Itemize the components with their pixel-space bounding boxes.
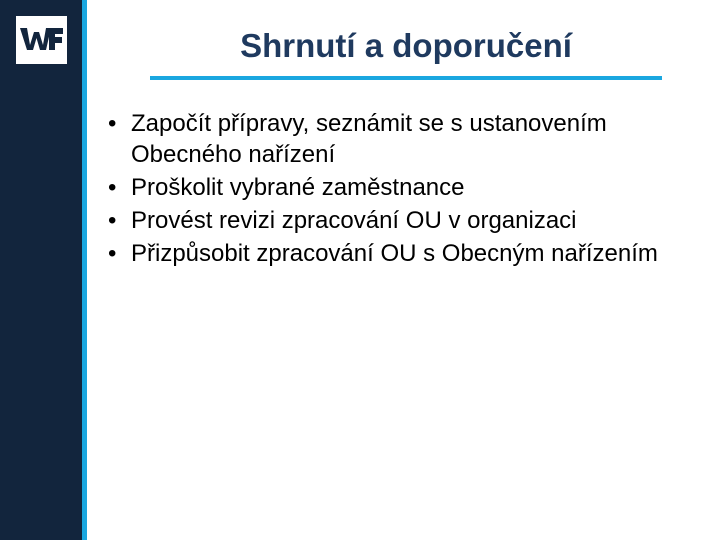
bullet-marker: • (108, 110, 117, 137)
bullet-list (105, 108, 705, 271)
bullet-marker: • (108, 174, 117, 201)
sidebar-accent-stripe (82, 0, 87, 540)
bullet-text: Proškolit vybrané zaměstnance (131, 174, 465, 201)
wf-logo (16, 16, 67, 64)
bullet-text: Započít přípravy, seznámit se s ustanovením Obecného nařízení (131, 110, 607, 168)
bullet-item (105, 172, 705, 203)
bullet-marker: • (108, 207, 117, 234)
bullet-item (105, 238, 705, 269)
bullet-text: Přizpůsobit zpracování OU s Obecným nařízením (131, 240, 658, 267)
bullet-item (105, 205, 705, 236)
bullet-item (105, 108, 705, 170)
bullet-text: Provést revizi zpracování OU v organizaci (131, 207, 577, 234)
bullet-marker: • (108, 240, 117, 267)
title-underline (150, 76, 662, 80)
slide-title: Shrnutí a doporučení (240, 27, 572, 64)
sidebar-band (0, 0, 82, 540)
